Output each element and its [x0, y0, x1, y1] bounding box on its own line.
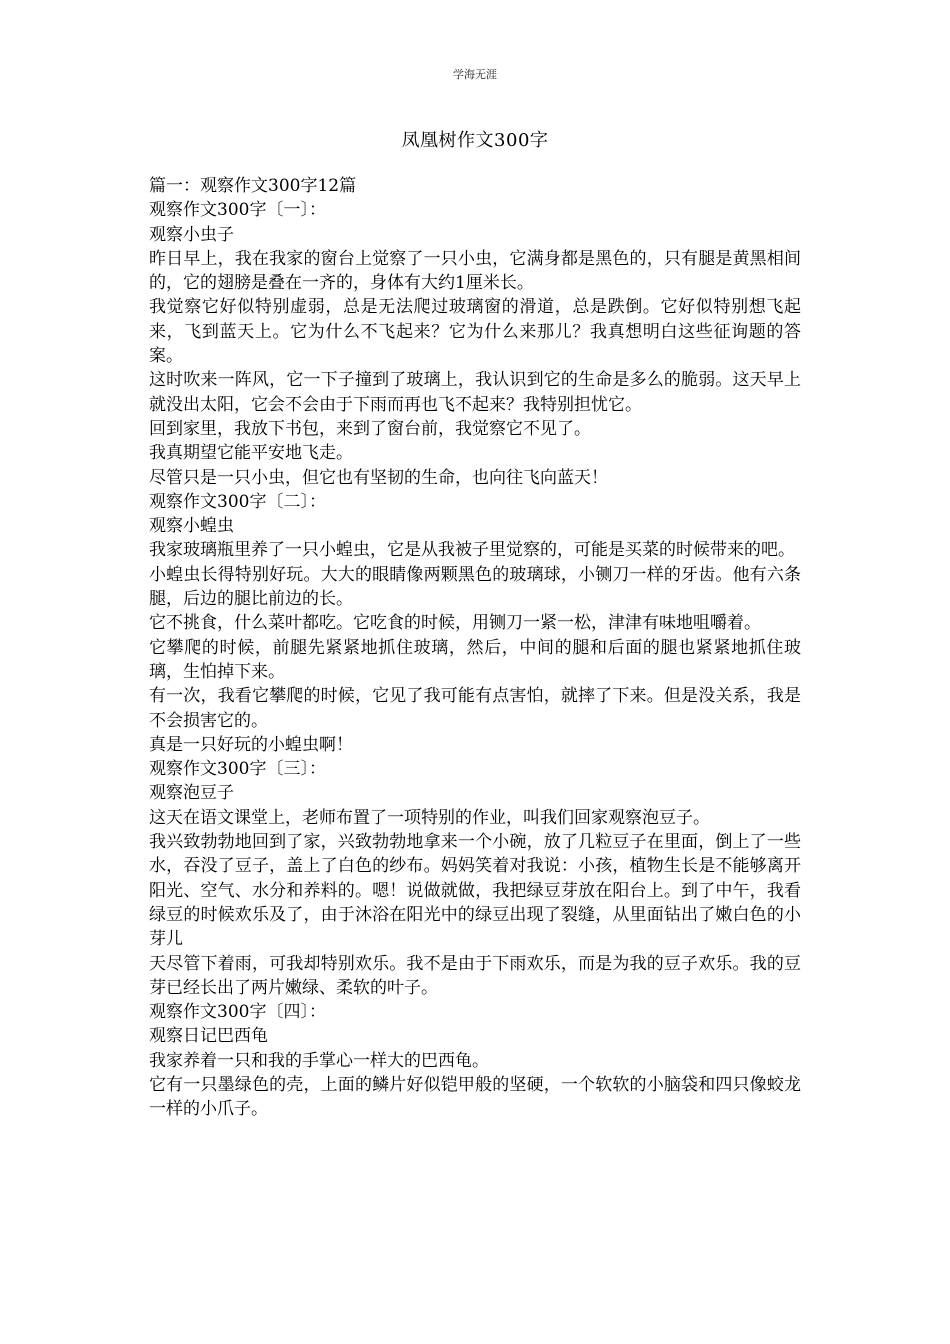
- paragraph: 尽管只是一只小虫，但它也有坚韧的生命，也向往飞向蓝天！: [149, 467, 608, 488]
- paragraph: 我真期望它能平安地飞走。: [149, 443, 353, 464]
- paragraph: 它有一只墨绿色的壳，上面的鳞片好似铠甲般的坚硬，一个软软的小脑袋和四只像蛟龙一样的小爪子。: [149, 1074, 801, 1120]
- document-body: [149, 174, 801, 1122]
- page-header: 学海无涯: [453, 68, 497, 81]
- paragraph: 真是一只好玩的小蝗虫啊！: [149, 734, 353, 755]
- subsection-heading: 观察作文300字〔四〕：: [149, 1002, 326, 1023]
- paragraph: 天尽管下着雨，可我却特别欢乐。我不是由于下雨欢乐，而是为我的豆子欢乐。我的豆芽已经长出了两片嫩绿、柔软的叶子。: [149, 953, 801, 998]
- paragraph: 这天在语文课堂上，老师布置了一项特别的作业，叫我们回家观察泡豆子。: [149, 807, 710, 828]
- paragraph: 回到家里，我放下书包，来到了窗台前，我觉察它不见了。: [149, 418, 591, 439]
- paragraph: 昨日早上，我在我家的窗台上觉察了一只小虫，它满身都是黑色的，只有腿是黄黑相间的，它的翅膀是叠在一齐的，身体有大约1厘米长。: [149, 248, 801, 294]
- paragraph: 它不挑食，什么菜叶都吃。它吃食的时候，用铡刀一紧一松，津津有味地咀嚼着。: [149, 613, 761, 634]
- paragraph: 有一次，我看它攀爬的时候，它见了我可能有点害怕，就摔了下来。但是没关系，我是不会损害它的。: [149, 686, 801, 731]
- essay-title: 观察小虫子: [149, 224, 234, 245]
- paragraph: 我家玻璃瓶里养了一只小蝗虫，它是从我被子里觉察的，可能是买菜的时候带来的吧。: [149, 540, 795, 561]
- essay-title: 观察小蝗虫: [149, 516, 234, 537]
- document-title: 凤凰树作文300字: [401, 130, 549, 151]
- essay-title: 观察日记巴西龟: [149, 1026, 268, 1047]
- paragraph: 我觉察它好似特别虚弱，总是无法爬过玻璃窗的滑道，总是跌倒。它好似特别想飞起来，飞到蓝天上。它为什么不飞起来？它为什么来那儿？我真想明白这些征询题的答案。: [149, 297, 801, 367]
- paragraph: 我兴致勃勃地回到了家，兴致勃勃地拿来一个小碗，放了几粒豆子在里面，倒上了一些水，吞没了豆子，盖上了白色的纱布。妈妈笑着对我说：小孩，植物生长是不能够离开阳光、空气、水分和养料的。嗯！说做就做，我把绿豆芽放在阳台上。到了中午，我看绿豆的时候欢乐及了，由于沐浴在阳光中的绿豆出现了裂缝，从里面钻出了嫩白色的小芽儿: [149, 832, 801, 950]
- paragraph: 这时吹来一阵风，它一下子撞到了玻璃上，我认识到它的生命是多么的脆弱。这天早上就没出太阳，它会不会由于下雨而再也飞不起来？我特别担忧它。: [149, 370, 801, 415]
- essay-title: 观察泡豆子: [149, 783, 234, 804]
- paragraph: 我家养着一只和我的手掌心一样大的巴西龟。: [149, 1050, 489, 1071]
- paragraph: 小蝗虫长得特别好玩。大大的眼睛像两颗黑色的玻璃球，小铡刀一样的牙齿。他有六条腿，后边的腿比前边的长。: [149, 564, 801, 610]
- section-heading: 篇一：观察作文300字12篇: [149, 176, 357, 196]
- paragraph: 它攀爬的时候，前腿先紧紧地抓住玻璃，然后，中间的腿和后面的腿也紧紧地抓住玻璃，生怕掉下来。: [149, 637, 801, 682]
- subsection-heading: 观察作文300字〔三〕：: [149, 759, 326, 780]
- subsection-heading: 观察作文300字〔一〕：: [149, 200, 326, 221]
- subsection-heading: 观察作文300字〔二〕：: [149, 491, 326, 512]
